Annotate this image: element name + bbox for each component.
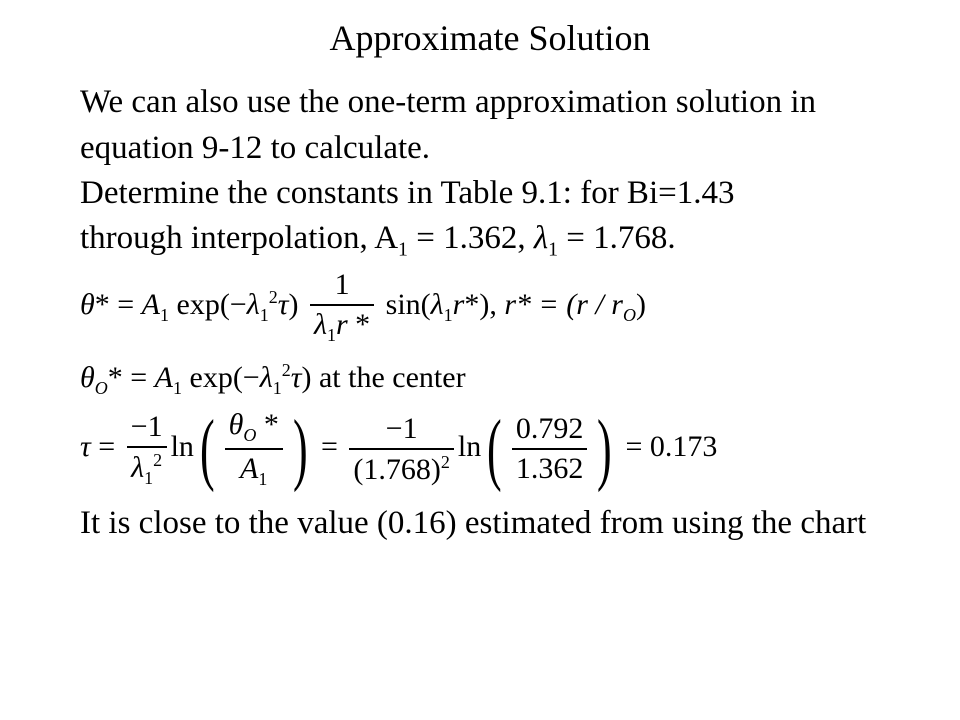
lambda1-value: 1.768 (593, 220, 668, 256)
paragraph-2-line-1: Determine the constants in Table 9.1: for Bi=1.43 (80, 175, 735, 211)
tau-result: 0.173 (649, 429, 718, 463)
equation-3-fraction-3: $\frac{-1}{(1.768)^2}$ (349, 412, 453, 487)
equation-3-fraction-4: $\frac{0.792}{1.362}$ (512, 412, 588, 486)
equation-theta-center: $\theta_O* = A_1$ $\exp(-\lambda_1^2\tau)$ at the center (80, 360, 466, 398)
slide-title: Approximate Solution (329, 18, 651, 58)
paragraph-2-line-2: through interpolation, $A_1 = 1.362$, $\lambda_1 = 1.768$. (80, 220, 676, 261)
conclusion-text: It is close to the value (0.16) estimated from using the chart (80, 505, 867, 541)
interpolation-text: through interpolation, A (80, 220, 399, 256)
equation-1-rhs: r* = (r / r (504, 287, 623, 321)
paragraph-1-line-2: equation 9-12 to calculate. (80, 130, 431, 166)
paragraph-1-line-1: We can also use the one-term approximation solution in (80, 84, 816, 120)
a1-value: 1.362 (443, 220, 518, 256)
equation-2-suffix: at the center (318, 361, 466, 394)
equation-3-fraction-2: $\frac{\theta_O *}{A_1}$ (225, 408, 283, 490)
equation-3-fraction-1: $\frac{-1}{\lambda_1^2}$ (127, 410, 167, 489)
equation-tau: τ = $\frac{-1}{\lambda_1^2}$ ln( $\frac{\theta_O *}{A_1}$ ) = $\frac{-1}{(1.768)^2}$ ln( $\frac{0.792}{1.362}$ ) = 0.173 (80, 405, 718, 493)
equation-1-fraction: $\frac{1}{\lambda_1r *}$ (310, 268, 374, 346)
equation-theta-star: $\theta* = A_1$ $\exp(-\lambda_1^2\tau)$ $\frac{1}{\lambda_1r *}$ $\sin(\lambda_1r*)$, $r* = (r / r_O)$ (80, 268, 646, 345)
